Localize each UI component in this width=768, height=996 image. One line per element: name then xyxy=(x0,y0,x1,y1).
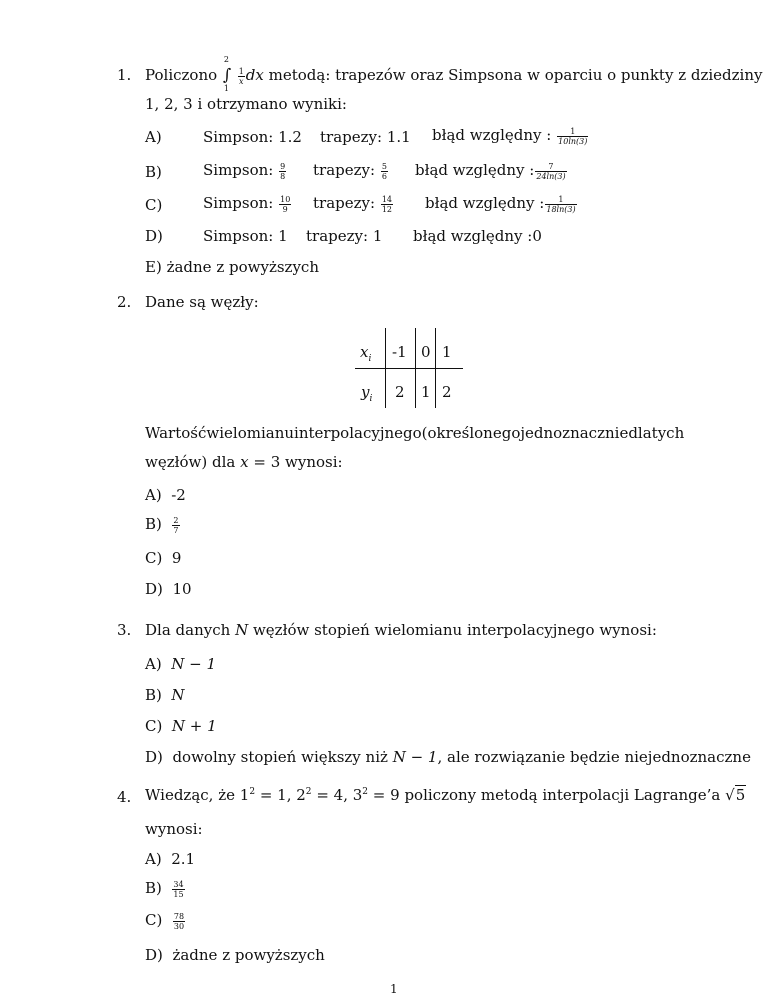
q1-option-d-simpson: Simpson: 1 xyxy=(203,227,288,245)
q1-option-d-trapezy: trapezy: 1 xyxy=(306,227,383,245)
q1-option-a-label: A) xyxy=(145,128,162,146)
table-cell: 1 xyxy=(442,343,452,361)
q2-option-d: D) 10 xyxy=(145,580,192,598)
q1-option-b-simpson: Simpson: $\frac{9}{8}$ xyxy=(203,161,286,181)
page-number: 1 xyxy=(390,982,398,996)
table-cell: 2 xyxy=(395,383,405,401)
q3-option-a: A) N − 1 xyxy=(145,655,217,673)
sqrt-five: √5 xyxy=(725,786,746,804)
q4-text-line1: Wiedząc, że $1^2 = 1$, $2^2 = 4$, $3^2 = 9$ policzony metodą interpolacji Lagrange’a √5 xyxy=(145,786,746,804)
q1-option-a-trapezy: trapezy: 1.1 xyxy=(320,128,411,146)
table-cell: -1 xyxy=(392,343,407,361)
table-row-x-label: $x_i$ xyxy=(360,343,372,364)
table-hline xyxy=(355,368,463,369)
q1-option-d-error: błąd względny :0 xyxy=(413,227,542,245)
q1-option-e: E) żadne z powyższych xyxy=(145,258,319,276)
q1-option-b-trapezy: trapezy: $\frac{5}{6}$ xyxy=(313,161,387,181)
q4-option-b: B) $\frac{34}{15}$ xyxy=(145,879,184,899)
q3-number: 3. xyxy=(117,621,132,639)
q2-option-c: C) 9 xyxy=(145,549,182,567)
q3-option-d: D) dowolny stopień większy niż N − 1, ale rozwiązanie będzie niejednoznaczne xyxy=(145,748,751,766)
q1-option-c-error: błąd względny : $\frac{1}{18\ln(3)}$ xyxy=(425,194,576,214)
q1-option-b-label: B) xyxy=(145,163,162,181)
q3-option-b: B) N xyxy=(145,686,185,704)
q1-number: 1. xyxy=(117,66,132,84)
q3-text: Dla danych N węzłów stopień wielomianu interpolacyjnego wynosi: xyxy=(145,621,657,639)
q1-option-c-trapezy: trapezy: $\frac{14}{12}$ xyxy=(313,194,393,214)
q2-paragraph-line2: węzłów) dla x = 3 wynosi: xyxy=(145,453,343,471)
q1-option-a-error: błąd względny : $\frac{1}{10\ln(3)}$ xyxy=(432,126,588,146)
integral-lower: 1 xyxy=(223,84,230,93)
q1-option-a-simpson: Simpson: 1.2 xyxy=(203,128,302,146)
q4-number: 4. xyxy=(117,788,132,806)
q1-text-start: Policzono xyxy=(145,66,218,84)
table-cell: 1 xyxy=(421,383,431,401)
integral-dx: dx xyxy=(245,66,264,84)
q1-option-b-error: błąd względny : $\frac{7}{24\ln(3)}$ xyxy=(415,161,566,181)
q2-paragraph-line1: Wartość wielomianu interpolacyjnego (określonego jednoznacznie dla tych xyxy=(145,424,685,442)
q1-option-c-simpson: Simpson: $\frac{10}{9}$ xyxy=(203,194,291,214)
q4-text-line2: wynosi: xyxy=(145,820,203,838)
integral-upper: 2 xyxy=(223,55,230,64)
table-row-y-label: $y_i$ xyxy=(361,383,373,404)
q2-option-b: B) $\frac{2}{7}$ xyxy=(145,515,179,535)
q1-option-c-label: C) xyxy=(145,196,163,214)
q4-option-c: C) $\frac{78}{30}$ xyxy=(145,911,185,931)
integral-fraction: $\frac{1}{x}$ xyxy=(238,66,244,86)
q4-option-d: D) żadne z powyższych xyxy=(145,946,325,964)
q4-option-a: A) 2.1 xyxy=(145,850,196,868)
q2-text: Dane są węzły: xyxy=(145,293,259,311)
q2-option-a: A) -2 xyxy=(145,486,186,504)
q3-option-c: C) N + 1 xyxy=(145,717,217,735)
q1-text-line1 xyxy=(145,55,763,93)
table-cell: 2 xyxy=(442,383,452,401)
integral-symbol: 2 ∫ 1 xyxy=(222,55,232,93)
q2-number: 2. xyxy=(117,293,132,311)
q1-text-rest: metodą: trapezów oraz Simpsona w oparciu o punkty z dziedziny xyxy=(268,66,763,84)
q1-text-line2: 1, 2, 3 i otrzymano wyniki: xyxy=(145,95,347,113)
q1-option-d-label: D) xyxy=(145,227,163,245)
table-cell: 0 xyxy=(421,343,431,361)
